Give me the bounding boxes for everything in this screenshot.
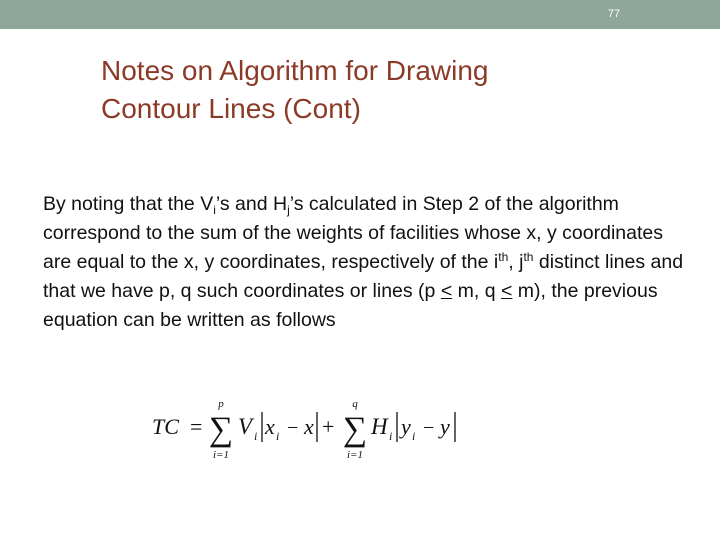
term1-coef: V [238, 414, 253, 439]
title-line-1: Notes on Algorithm for Drawing [101, 55, 489, 86]
slide-title [101, 52, 661, 128]
top-bar [0, 0, 720, 29]
equation [150, 392, 480, 464]
term1-var-sub: i [276, 429, 280, 443]
body-sub-j: j [287, 203, 290, 217]
term2-point: y [440, 414, 450, 439]
sum1-sigma: ∑ [208, 411, 234, 448]
term2-minus: − [423, 417, 435, 439]
term2-var-sub: i [412, 429, 416, 443]
body-sup-th-1: th [498, 250, 509, 264]
body-text-2: ’s and H [215, 193, 288, 215]
term2-var: y [401, 414, 411, 439]
equation-svg [150, 392, 480, 464]
body-text-4: , j [508, 251, 524, 273]
body-text-3: ’s calculated in Step 2 of the algorithm correspond to the sum of the weights of facilities whose x, y coordinates are equal to the x, y coordinates, respectively of the i [43, 193, 663, 273]
body-less-equal-2: < [500, 280, 513, 302]
body-less-equal-1: < [440, 280, 453, 302]
body-text-6: m, q [452, 280, 501, 302]
body-sub-i: i [213, 203, 216, 217]
body-sup-th-2: th [523, 250, 534, 264]
eq-lhs: TC [152, 414, 179, 439]
term1-coef-sub: i [254, 429, 258, 443]
body-text-5: distinct lines and that we have p, q such coordinates or lines (p [43, 251, 684, 302]
sum1-upper: p [218, 398, 224, 410]
sum2-lower: i=1 [347, 449, 363, 461]
eq-equals: = [190, 414, 203, 439]
sum2-sigma: ∑ [342, 411, 368, 448]
term1-var: x [265, 414, 275, 439]
body-text-7: m), the previous equation can be written as follows [43, 280, 658, 331]
body-paragraph [43, 190, 693, 335]
term2-coef-sub: i [389, 429, 393, 443]
sum1-lower: i=1 [213, 449, 229, 461]
term1-minus: − [287, 417, 299, 439]
eq-plus: + [322, 414, 335, 439]
body-text-1: By noting that the V [43, 193, 214, 215]
title-line-2: Contour Lines (Cont) [101, 93, 361, 124]
term1-point: x [304, 414, 314, 439]
sum2-upper: q [352, 398, 358, 410]
term2-coef: H [371, 414, 388, 439]
slide-number: 77 [607, 8, 621, 20]
